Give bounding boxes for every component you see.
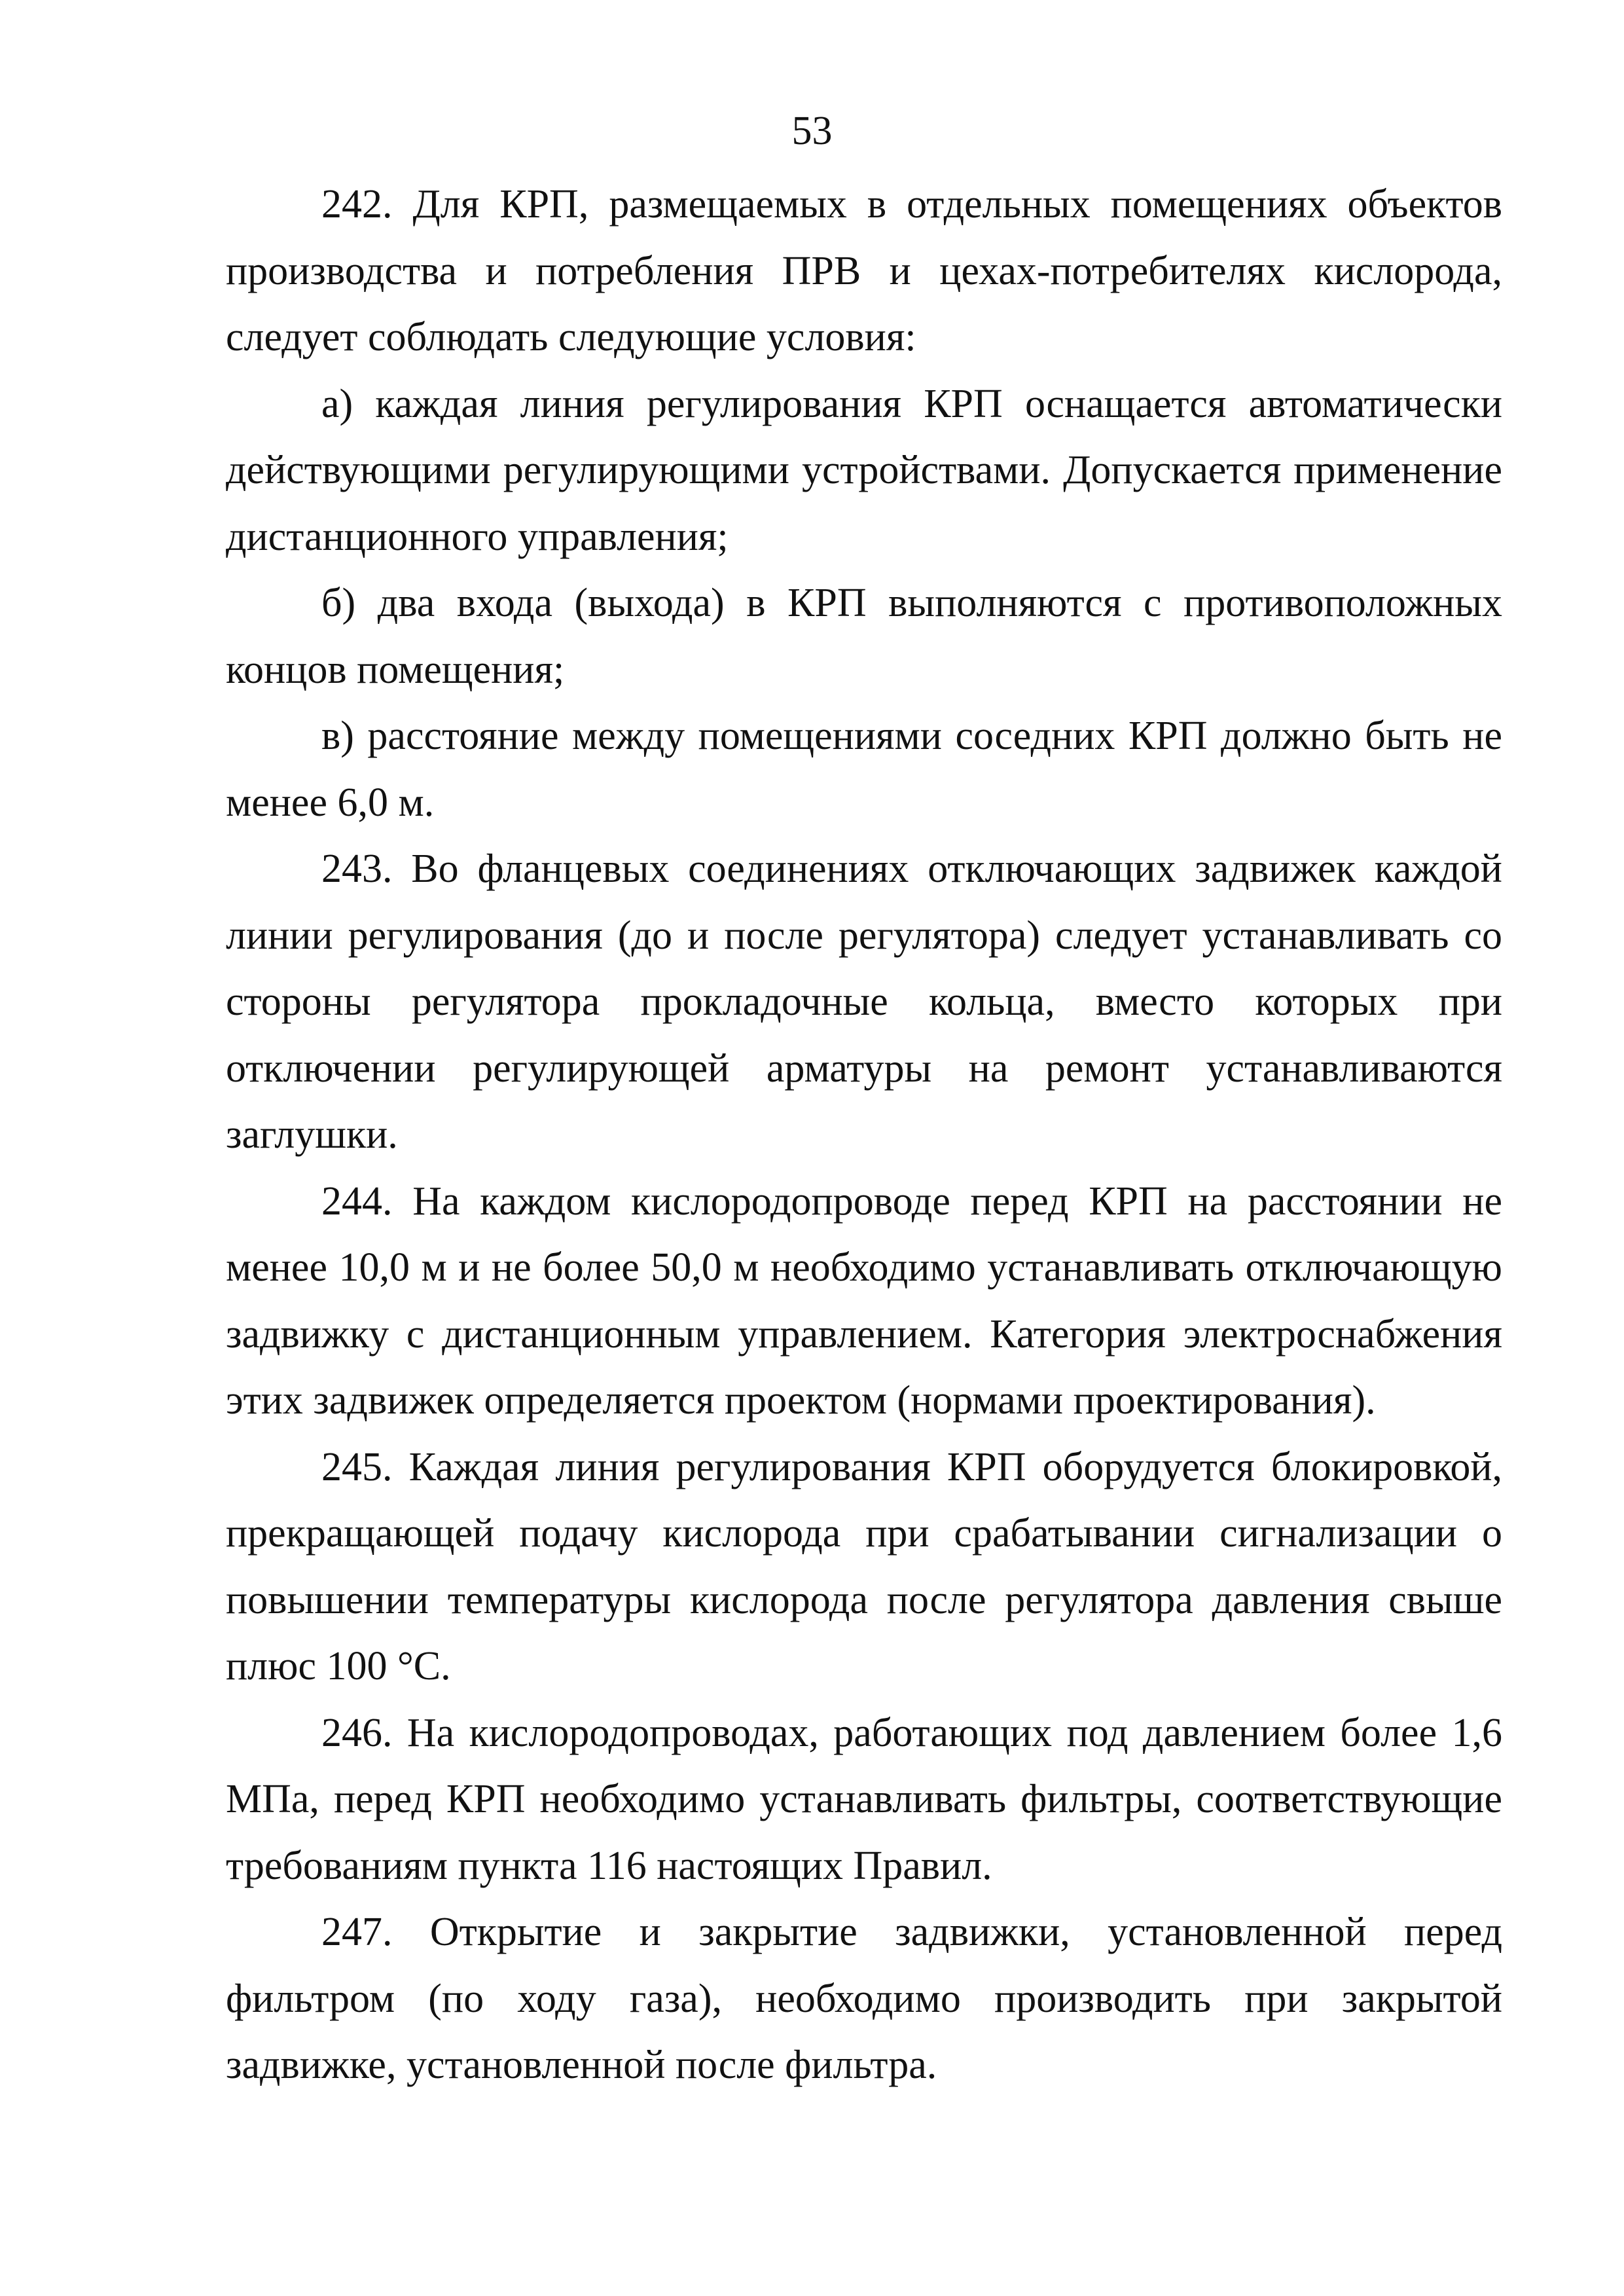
page-number: 53 xyxy=(791,109,833,153)
paragraph-245: 245. Каждая линия регулирования КРП оборудуется блокировкой, прекращающей подачу кислорода при срабатывании сигнализации о повышении температуры кислорода после регулятора давления свыше плюс 100 °С. xyxy=(226,1444,1502,1688)
paragraph-247: 247. Открытие и закрытие задвижки, установленной перед фильтром (по ходу газа), необходимо производить при закрытой задвижке, установленной после фильтра. xyxy=(226,1910,1502,2087)
paragraph-242: 242. Для КРП, размещаемых в отдельных помещениях объектов производства и потребления ПРВ и цехах-потребителях кислорода, следует соблюдать следующие условия: xyxy=(226,182,1502,359)
document-body xyxy=(226,172,1502,2099)
paragraph-246: 246. На кислородопроводах, работающих под давлением более 1,6 МПа, перед КРП необходимо устанавливать фильтры, соответствующие требованиям пункта 116 настоящих Правил. xyxy=(226,1710,1502,1888)
paragraph-242-a: а) каждая линия регулирования КРП оснащается автоматически действующими регулирующими устройствами. Допускается применение дистанционного управления; xyxy=(226,381,1502,559)
paragraph-242-v: в) расстояние между помещениями соседних КРП должно быть не менее 6,0 м. xyxy=(226,714,1502,825)
paragraph-242-b: б) два входа (выхода) в КРП выполняются с противоположных концов помещения; xyxy=(226,581,1502,692)
paragraph-244: 244. На каждом кислородопроводе перед КРП на расстоянии не менее 10,0 м и не более 50,0 м необходимо устанавливать отключающую задвижку с дистанционным управлением. Категория электроснабжения этих задвижек определяется проектом (нормами проектирования). xyxy=(226,1178,1502,1423)
paragraph-243: 243. Во фланцевых соединениях отключающих задвижек каждой линии регулирования (до и после регулятора) следует устанавливать со стороны регулятора прокладочные кольца, вместо которых при отключении регулирующей арматуры на ремонт устанавливаются заглушки. xyxy=(226,847,1502,1157)
